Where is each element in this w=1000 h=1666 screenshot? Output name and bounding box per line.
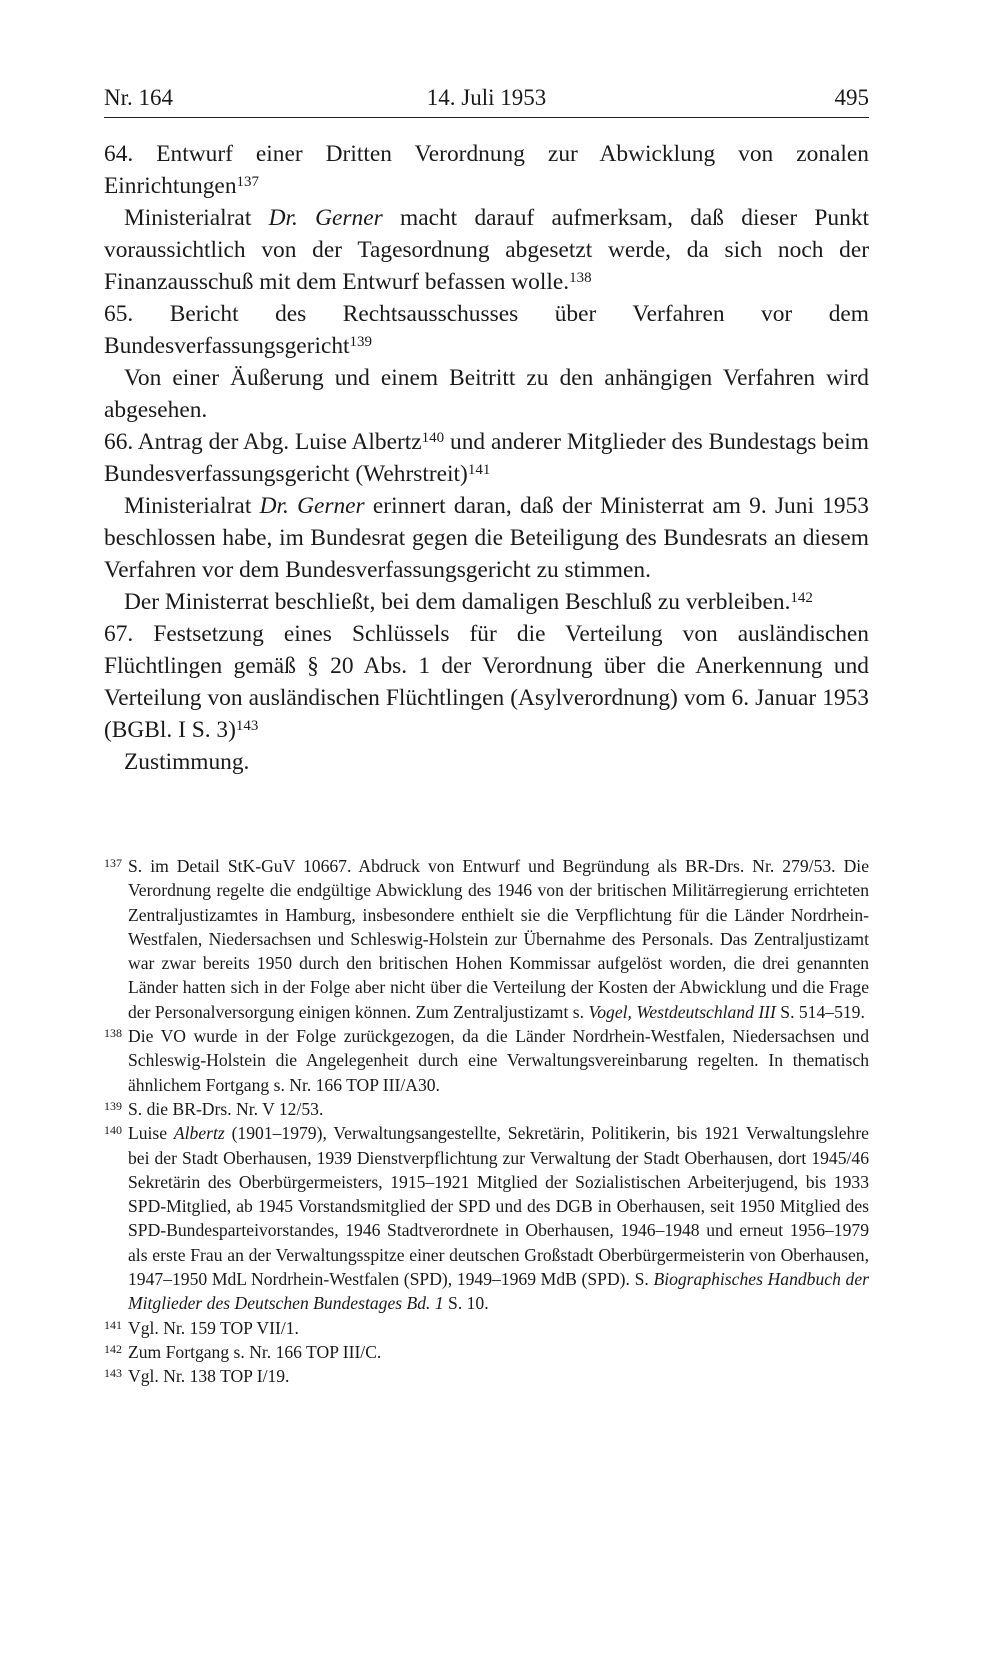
page-number: 495	[834, 85, 869, 110]
header-date: 14. Juli 1953	[426, 85, 547, 110]
footnote-143: 143 Vgl. Nr. 138 TOP I/19.	[104, 1366, 290, 1387]
agenda-item-65: 65. Bericht des Rechtsausschusses über Verfahren vor dem Bundesverfassungsgericht$^{139}$	[104, 301, 869, 359]
header-rule	[104, 117, 869, 118]
paragraph-66a: Ministerialrat Dr. Gerner erinnert daran, daß der Ministerrat am 9. Juni 1953 beschlossen habe, im Bundesrat gegen die Beteiligung des Bundesrats an diesem Verfahren vor dem Bundesverfassungsgericht zu stimmen.	[104, 493, 869, 583]
paragraph-67: Zustimmung.	[124, 749, 250, 775]
footnote-139: 139 S. die BR-Drs. Nr. V 12/53.	[104, 1098, 324, 1119]
page	[104, 78, 869, 778]
footnote-137: 137 S. im Detail StK-GuV 10667. Abdruck von Entwurf und Begründung als BR-Drs. Nr. 279/53. Die Verordnung regelte die endgültige Abwicklung des 1946 von der britischen Militärregierung errichteten Zentraljustizamtes in Hamburg, insbesondere enthielt sie die Verpflichtung für die Länder Nordrhein-Westfalen, Niedersachsen und Schleswig-Holstein zur Übernahme des Personals. Das Zentraljustizamt war zwar bereits 1950 durch den britischen Hohen Kommissar aufgelöst worden, die drei genannten Länder hatten sich in der Folge aber nicht über die Verteilung der Kosten der Abwicklung und die Frage der Personalversorgung einigen können. Zum Zentraljustizamt s. Vogel, Westdeutschland III S. 514–519.	[104, 856, 869, 1022]
footnote-ref[interactable]: 142	[790, 590, 813, 606]
paragraph-66b: Der Ministerrat beschließt, bei dem damaligen Beschluß zu verbleiben.$^{142}$	[124, 589, 813, 615]
document-number: Nr. 164	[104, 85, 173, 110]
agenda-item-64: 64. Entwurf einer Dritten Verordnung zur Abwicklung von zonalen Einrichtungen$^{137}$	[104, 141, 869, 199]
footnote-141: 141 Vgl. Nr. 159 TOP VII/1.	[104, 1317, 299, 1338]
footnote-142: 142 Zum Fortgang s. Nr. 166 TOP III/C.	[104, 1341, 382, 1362]
footnote-ref[interactable]: 137	[236, 174, 260, 190]
footnote-ref[interactable]: 138	[569, 270, 592, 286]
footnote-ref[interactable]: 141	[467, 462, 491, 478]
paragraph-64: Ministerialrat Dr. Gerner macht darauf aufmerksam, daß dieser Punkt voraussichtlich von der Tagesordnung abgesetzt werde, da sich noch der Finanzausschuß mit dem Entwurf befassen wolle.$^{138}$	[104, 205, 870, 295]
running-header	[104, 78, 869, 116]
footnote-ref[interactable]: 139	[349, 334, 373, 350]
agenda-item-67: 67. Festsetzung eines Schlüssels für die Verteilung von ausländischen Flüchtlingen gemäß § 20 Abs. 1 der Verordnung über die Anerkennung und Verteilung von ausländischen Flüchtlingen (Asylverordnung) vom 6. Januar 1953 (BGBl. I S. 3)$^{143}$	[104, 621, 869, 743]
paragraph-65: Von einer Äußerung und einem Beitritt zu den anhängigen Verfahren wird abgesehen.	[104, 365, 869, 423]
footnotes	[104, 854, 869, 1389]
footnote-ref[interactable]: 143	[235, 718, 259, 734]
main-text	[104, 138, 869, 778]
agenda-item-66: 66. Antrag der Abg. Luise Albertz$^{140}$ und anderer Mitglieder des Bundestags beim Bundesverfassungsgericht (Wehrstreit)$^{141}$	[104, 429, 869, 487]
footnote-140: 140 Luise Albertz (1901–1979), Verwaltungsangestellte, Sekretärin, Politikerin, bis 1921 Verwaltungslehre bei der Stadt Oberhausen, 1939 Dienstverpflichtung zur Verwaltung der Stadt Oberhausen, dort 1945/46 Sekretärin des Oberbürgermeisters, 1915–1921 Mitglied der Sozialistischen Arbeiterjugend, bis 1933 SPD-Mitglied, ab 1945 Vorstandsmitglied der SPD und des DGB in Oberhausen, seit 1950 Mitglied des SPD-Bundesparteivorstandes, 1946 Stadtverordnete in Oberhausen, 1946–1948 und erneut 1956–1979 als erste Frau an der Verwaltungsspitze einer deutschen Großstadt Oberbürgermeisterin von Oberhausen, 1947–1950 MdL Nordrhein-Westfalen (SPD), 1949–1969 MdB (SPD). S. Biographisches Handbuch der Mitglieder des Deutschen Bundestages Bd. 1 S. 10.	[104, 1123, 870, 1314]
footnote-ref[interactable]: 140	[421, 430, 445, 446]
footnote-138: 138 Die VO wurde in der Folge zurückgezogen, da die Länder Nordrhein-Westfalen, Niedersachsen und Schleswig-Holstein die Angelegenheit durch eine Verwaltungsvereinbarung regelten. In thematisch ähnlichem Fortgang s. Nr. 166 TOP III/A30.	[104, 1026, 869, 1095]
